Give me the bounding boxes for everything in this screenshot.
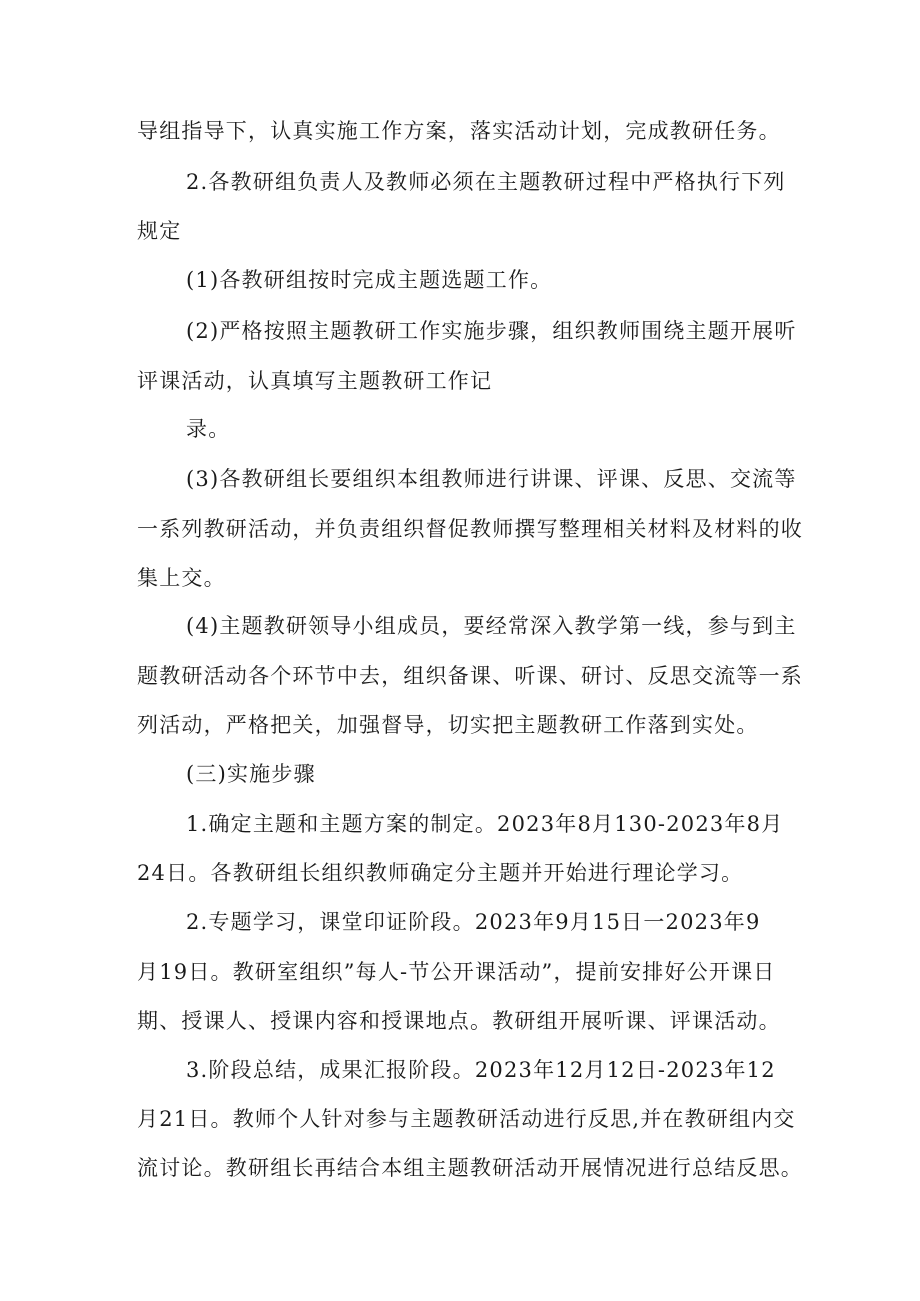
text-line: 导组指导下，认真实施工作方案，落实活动计划，完成教研任务。 — [137, 119, 781, 143]
text-line: 列活动，严格把关，加强督导，切实把主题教研工作落到实处。 — [137, 713, 759, 737]
text-line: 1.确定主题和主题方案的制定。2023年8月130-2023年8月 — [186, 812, 784, 836]
text-line: 期、授课人、授课内容和授课地点。教研组开展听课、评课活动。 — [137, 1009, 781, 1033]
text-line: 规定 — [137, 219, 182, 243]
section-heading: (三)实施步骤 — [186, 762, 316, 786]
text-line: 2.专题学习，课堂印证阶段。2023年9月15日一2023年9 — [186, 910, 761, 934]
text-line: (4)主题教研领导小组成员，要经常深入教学第一线，参与到主 — [186, 614, 797, 638]
text-line: 月19日。教研室组织”每人-节公开课活动”，提前安排好公开课日 — [137, 960, 776, 984]
text-line: 流讨论。教研组长再结合本组主题教研活动开展情况进行总结反思。 — [137, 1156, 803, 1180]
text-line: 2.各教研组负责人及教师必须在主题教研过程中严格执行下列 — [186, 170, 786, 194]
text-line: 录。 — [186, 417, 231, 441]
text-line: 3.阶段总结，成果汇报阶段。2023年12月12日-2023年12 — [186, 1058, 776, 1082]
text-line: 题教研活动各个环节中去，组织备课、听课、研讨、反思交流等一系 — [137, 664, 803, 688]
text-line: 24日。各教研组长组织教师确定分主题并开始进行理论学习。 — [137, 861, 744, 885]
text-line: 集上交。 — [137, 566, 226, 590]
text-line: 评课活动，认真填写主题教研工作记 — [137, 369, 493, 393]
text-line: (2)严格按照主题教研工作实施步骤，组织教师围绕主题开展听 — [186, 319, 797, 343]
text-line: 一系列教研活动，并负责组织督促教师撰写整理相关材料及材料的收 — [137, 517, 803, 541]
text-line: (3)各教研组长要组织本组教师进行讲课、评课、反思、交流等 — [186, 467, 797, 491]
text-line: 月21日。教师个人针对参与主题教研活动进行反思,并在教研组内交 — [137, 1107, 796, 1131]
text-line: (1)各教研组按时完成主题选题工作。 — [186, 268, 553, 292]
